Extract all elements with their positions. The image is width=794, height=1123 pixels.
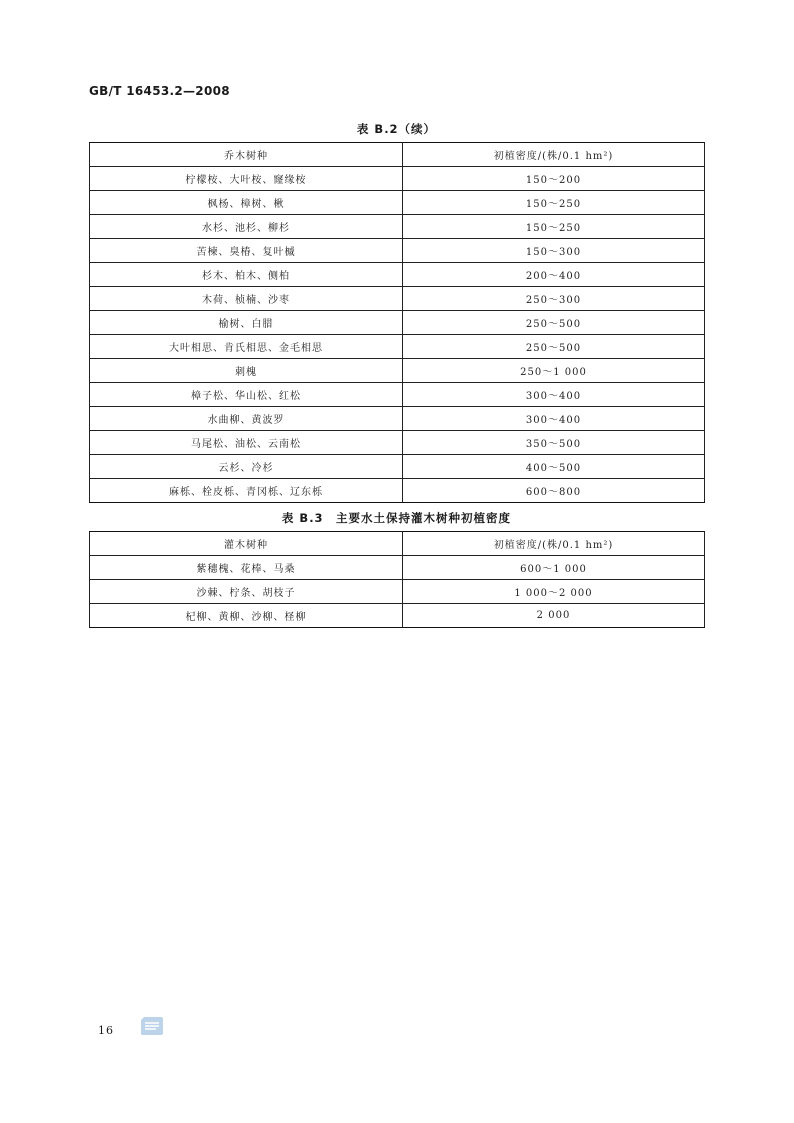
table-header-row [90, 143, 705, 167]
species-cell: 水杉、池杉、柳杉 [90, 215, 403, 239]
species-cell: 杞柳、黄柳、沙柳、柽柳 [90, 604, 403, 628]
table-row [90, 407, 705, 431]
table-row [90, 167, 705, 191]
table-row [90, 479, 705, 503]
density-cell: 600～800 [403, 479, 705, 503]
table-row [90, 556, 705, 580]
species-cell: 云杉、冷杉 [90, 455, 403, 479]
species-cell: 杉木、柏木、侧柏 [90, 263, 403, 287]
column-header-density: 初植密度/(株/0.1 hm²) [403, 532, 705, 556]
density-cell: 150～250 [403, 215, 705, 239]
table-row [90, 359, 705, 383]
table-row [90, 215, 705, 239]
species-cell: 水曲柳、黄波罗 [90, 407, 403, 431]
species-cell: 榆树、白腊 [90, 311, 403, 335]
density-cell: 200～400 [403, 263, 705, 287]
species-cell: 柠檬桉、大叶桉、窿缘桉 [90, 167, 403, 191]
density-cell: 250～300 [403, 287, 705, 311]
table-row [90, 580, 705, 604]
table-row [90, 335, 705, 359]
density-cell: 250～500 [403, 335, 705, 359]
table-row [90, 431, 705, 455]
density-cell: 250～1 000 [403, 359, 705, 383]
column-header-density: 初植密度/(株/0.1 hm²) [403, 143, 705, 167]
density-cell: 2 000 [403, 604, 705, 628]
species-cell: 沙棘、柠条、胡枝子 [90, 580, 403, 604]
table-b2-caption: 表 B.2（续） [356, 122, 437, 136]
species-cell: 苦楝、臭椿、复叶槭 [90, 239, 403, 263]
species-cell: 刺槐 [90, 359, 403, 383]
density-cell: 400～500 [403, 455, 705, 479]
table-row [90, 191, 705, 215]
density-cell: 300～400 [403, 407, 705, 431]
species-cell: 大叶相思、肯氏相思、金毛相思 [90, 335, 403, 359]
species-cell: 麻栎、栓皮栎、青冈栎、辽东栎 [90, 479, 403, 503]
density-cell: 350～500 [403, 431, 705, 455]
table-header-row [90, 532, 705, 556]
species-cell: 马尾松、油松、云南松 [90, 431, 403, 455]
page-number: 16 [98, 1024, 114, 1037]
species-cell: 木荷、桢楠、沙枣 [90, 287, 403, 311]
species-cell: 紫穗槐、花棒、马桑 [90, 556, 403, 580]
density-cell: 600～1 000 [403, 556, 705, 580]
table-row [90, 383, 705, 407]
density-cell: 300～400 [403, 383, 705, 407]
density-cell: 1 000～2 000 [403, 580, 705, 604]
table-b3 [89, 531, 705, 628]
density-cell: 250～500 [403, 311, 705, 335]
table-row [90, 287, 705, 311]
table-row [90, 604, 705, 628]
table-row [90, 455, 705, 479]
density-cell: 150～300 [403, 239, 705, 263]
density-cell: 150～200 [403, 167, 705, 191]
density-cell: 150～250 [403, 191, 705, 215]
table-row [90, 239, 705, 263]
species-cell: 樟子松、华山松、红松 [90, 383, 403, 407]
species-cell: 枫杨、樟树、楸 [90, 191, 403, 215]
column-header-tree-species: 乔木树种 [90, 143, 403, 167]
standards-publisher-logo-icon [140, 1016, 164, 1036]
table-row [90, 311, 705, 335]
table-row [90, 263, 705, 287]
table-b2 [89, 142, 705, 503]
table-b3-caption: 表 B.3 主要水土保持灌木树种初植密度 [281, 511, 512, 525]
column-header-shrub-species: 灌木树种 [90, 532, 403, 556]
standard-code: GB/T 16453.2—2008 [89, 84, 230, 98]
